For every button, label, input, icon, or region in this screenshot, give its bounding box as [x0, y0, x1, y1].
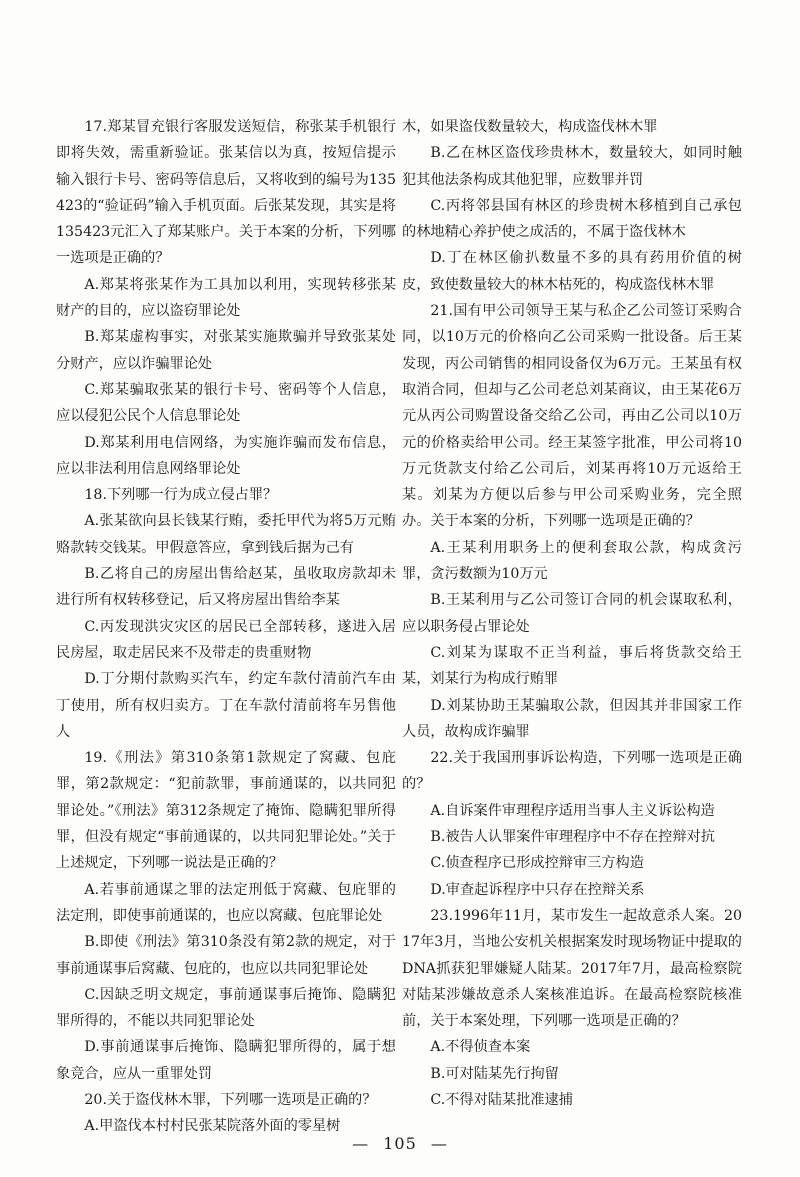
q21-option-c: C.刘某为谋取不正当利益，事后将货款交给王某，刘某行为构成行贿罪	[402, 644, 742, 688]
q18-option-a: A.张某欲向县长钱某行贿，委托甲代为将5万元贿赂款转交钱某。甲假意答应，拿到钱后据为己有	[56, 513, 396, 556]
right-column	[402, 114, 742, 1113]
q23-option-a: A.不得侦查本案	[430, 1039, 531, 1056]
question-22: 22.关于我国刑事诉讼构造，下列哪一选项是正确的？	[402, 750, 742, 793]
question-18: 18.下列哪一行为成立侵占罪？	[84, 487, 278, 504]
q22-option-b: B.被告人认罪案件审理程序中不存在控辩对抗	[430, 829, 715, 846]
q17-option-a: A.郑某将张某作为工具加以利用，实现转移张某财产的目的，应以盗窃罪论处	[56, 276, 396, 320]
q22-option-c: C.侦查程序已形成控辩审三方构造	[430, 855, 644, 872]
q17-option-c: C.郑某骗取张某的银行卡号、密码等个人信息，应以侵犯公民个人信息罪论处	[56, 381, 396, 425]
footer-dash-left: —	[352, 1134, 370, 1153]
q21-option-a: A.王某利用职务上的便利套取公款，构成贪污罪，贪污数额为10万元	[402, 539, 742, 583]
left-column	[56, 114, 396, 1140]
q20-option-c: C.丙将邻县国有林区的珍贵树木移植到自己承包的林地精心养护使之成活的，不属于盗伐林木	[402, 197, 742, 241]
q23-option-c: C.不得对陆某批准逮捕	[430, 1091, 573, 1108]
q22-option-d: D.审查起诉程序中只存在控辩关系	[430, 881, 645, 898]
question-19: 19.《刑法》第310条第1款规定了窝藏、包庇罪，第2款规定：“犯前款罪，事前通谋的，以共同犯罪论处。”《刑法》第312条规定了掩饰、隐瞒犯罪所得罪，但没有规定“事前通谋的，以共同犯罪论处。”关于上述规定，下列哪一说法是正确的？	[56, 750, 396, 872]
q21-option-d: D.刘某协助王某骗取公款，但因其并非国家工作人员，故构成诈骗罪	[402, 697, 742, 740]
q19-option-c: C.因缺乏明文规定，事前通谋事后掩饰、隐瞒犯罪所得的，不能以共同犯罪论处	[56, 986, 396, 1030]
page-footer	[0, 1134, 800, 1153]
q23-option-b: B.可对陆某先行拘留	[430, 1065, 559, 1082]
question-17: 17.郑某冒充银行客服发送短信，称张某手机银行即将失效，需重新验证。张某信以为真，按短信提示输入银行卡号、密码等信息后，又将收到的编号为135423的“验证码”输入手机页面。后张某发现，其实是将135423元汇入了郑某账户。关于本案的分析，下列哪一选项是正确的？	[56, 119, 396, 267]
q19-option-d: D.事前通谋事后掩饰、隐瞒犯罪所得的，属于想象竞合，应从一重罪处罚	[56, 1039, 396, 1082]
q20-option-d: D.丁在林区偷扒数量不多的具有药用价值的树皮，致使数量较大的林木枯死的，构成盗伐林木罪	[402, 250, 742, 293]
q18-option-b: B.乙将自己的房屋出售给赵某，虽收取房款却未进行所有权转移登记，后又将房屋出售给李某	[56, 566, 396, 609]
q19-option-a: A.若事前通谋之罪的法定刑低于窝藏、包庇罪的法定刑，即使事前通谋的，也应以窝藏、包庇罪论处	[56, 881, 396, 924]
q18-option-d: D.丁分期付款购买汽车，约定车款付清前汽车由丁使用，所有权归卖方。丁在车款付清前将车另售他人	[56, 671, 396, 740]
q20-option-a: A.甲盗伐本村村民张某院落外面的零星树	[84, 1118, 341, 1135]
question-21: 21.国有甲公司领导王某与私企乙公司签订采购合同，以10万元的价格向乙公司采购一批设备。后王某发现，丙公司销售的相同设备仅为6万元。王某虽有权取消合同，但却与乙公司老总刘某商议，由王某花6万元从丙公司购置设备交给乙公司，再由乙公司以10万元的价格卖给甲公司。经王某签字批准，甲公司将10万元货款支付给乙公司后，刘某再将10万元返给王某。刘某为方便以后参与甲公司采购业务，完全照办。关于本案的分析，下列哪一选项是正确的？	[402, 303, 742, 530]
q21-option-b: B.王某利用与乙公司签订合同的机会谋取私利，应以职务侵占罪论处	[402, 592, 742, 635]
q17-option-d: D.郑某利用电信网络，为实施诈骗而发布信息，应以非法利用信息网络罪论处	[56, 434, 396, 477]
q22-option-a: A.自诉案件审理程序适用当事人主义诉讼构造	[430, 802, 715, 819]
q20-option-a-continued: 木，如果盗伐数量较大，构成盗伐林木罪	[402, 119, 658, 135]
question-23: 23.1996年11月，某市发生一起故意杀人案。2017年3月，当地公安机关根据案发时现场物证中提取的DNA抓获犯罪嫌疑人陆某。2017年7月，最高检察院对陆某涉嫌故意杀人案核准追诉。在最高检察院核准前，关于本案处理，下列哪一选项是正确的？	[402, 907, 742, 1030]
q18-option-c: C.丙发现洪灾灾区的居民已全部转移，遂进入居民房屋，取走居民来不及带走的贵重财物	[56, 618, 396, 661]
q17-option-b: B.郑某虚构事实，对张某实施欺骗并导致张某处分财产，应以诈骗罪论处	[56, 329, 396, 372]
q19-option-b: B.即使《刑法》第310条没有第2款的规定，对于事前通谋事后窝藏、包庇的，也应以共同犯罪论处	[56, 934, 396, 977]
question-20: 20.关于盗伐林木罪，下列哪一选项是正确的？	[84, 1091, 377, 1108]
footer-dash-right: —	[430, 1134, 448, 1153]
page-number: 105	[383, 1134, 417, 1153]
q20-option-b: B.乙在林区盗伐珍贵林木，数量较大，如同时触犯其他法条构成其他犯罪，应数罪并罚	[402, 145, 742, 188]
